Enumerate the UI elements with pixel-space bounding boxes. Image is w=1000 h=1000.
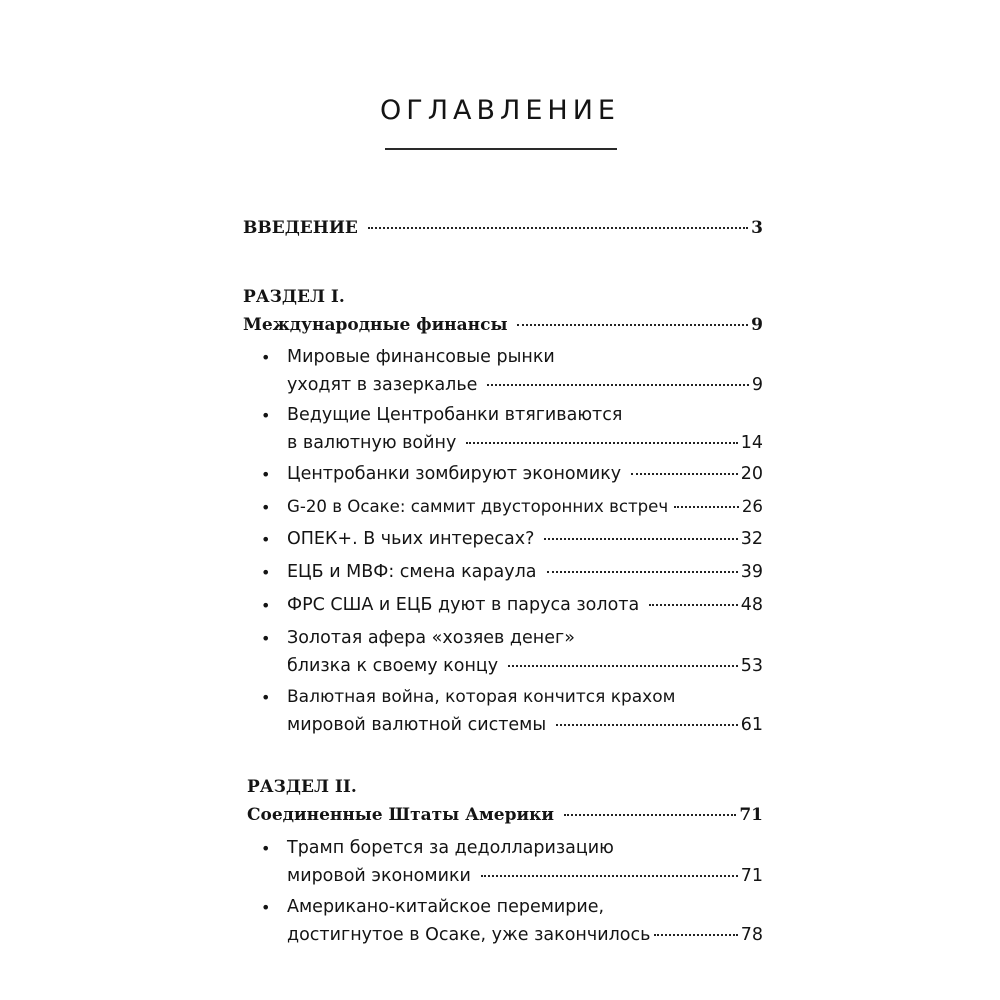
leader-dots (481, 874, 738, 877)
title-underline (385, 148, 617, 150)
section-page: 9 (751, 315, 763, 335)
entry-label: ЕЦБ и МВФ: смена караула (287, 562, 537, 582)
toc-title: ОГЛАВЛЕНИЕ (380, 95, 620, 126)
entry-label: в валютную войну (287, 433, 457, 453)
entry-page: 71 (740, 866, 763, 886)
leader-dots (564, 813, 736, 816)
leader-dots (544, 537, 737, 540)
entry-page: 78 (740, 925, 763, 945)
toc-entry-text[interactable]: Золотая афера «хозяев денег» (287, 628, 575, 648)
leader-dots (466, 441, 737, 444)
bullet-icon: • (261, 629, 271, 648)
entry-label: достигнутое в Осаке, уже закончилось (287, 925, 651, 945)
leader-dots (517, 323, 748, 326)
toc-entry-intro[interactable] (243, 218, 763, 238)
leader-dots (487, 383, 748, 386)
toc-entry-row[interactable] (287, 656, 763, 676)
toc-entry-text[interactable]: Трамп борется за дедолларизацию (287, 838, 614, 858)
bullet-icon: • (261, 563, 271, 582)
leader-dots (649, 603, 738, 606)
bullet-icon: • (261, 498, 271, 517)
toc-entry-text[interactable]: Американо-китайское перемирие, (287, 897, 605, 917)
toc-entry-row[interactable] (287, 375, 763, 395)
entry-page: 3 (751, 218, 763, 238)
leader-dots (547, 570, 738, 573)
entry-page: 48 (740, 595, 763, 615)
entry-label: мировой экономики (287, 866, 471, 886)
entry-label: мировой валютной системы (287, 715, 547, 735)
bullet-icon: • (261, 839, 271, 858)
bullet-icon: • (261, 688, 271, 707)
entry-page: 20 (740, 464, 763, 484)
toc-entry-row[interactable] (287, 715, 763, 735)
leader-dots (674, 505, 739, 508)
leader-dots (631, 472, 738, 475)
toc-entry-text[interactable]: Мировые финансовые рынки (287, 347, 555, 367)
entry-label: Центробанки зомбируют экономику (287, 464, 622, 484)
entry-page: 61 (740, 715, 763, 735)
bullet-icon: • (261, 596, 271, 615)
toc-entry-row[interactable] (287, 497, 763, 517)
toc-entry-row[interactable] (287, 529, 763, 549)
entry-label: ОПЕК+. В чьих интересах? (287, 529, 535, 549)
bullet-icon: • (261, 465, 271, 484)
entry-page: 9 (751, 375, 763, 395)
leader-dots (508, 664, 738, 667)
toc-entry-row[interactable] (287, 595, 763, 615)
section-page: 71 (739, 805, 763, 825)
leader-dots (368, 226, 748, 229)
section-1-title-row[interactable] (243, 315, 763, 335)
entry-page: 14 (740, 433, 763, 453)
entry-page: 26 (741, 497, 763, 516)
toc-entry-text[interactable]: Ведущие Центробанки втягиваются (287, 405, 623, 425)
leader-dots (556, 723, 738, 726)
entry-label: уходят в зазеркалье (287, 375, 478, 395)
section-2-heading: РАЗДЕЛ II. (247, 777, 357, 797)
entry-label: ВВЕДЕНИЕ (243, 218, 358, 238)
bullet-icon: • (261, 348, 271, 367)
toc-entry-row[interactable] (287, 433, 763, 453)
entry-label: близка к своему концу (287, 656, 499, 676)
section-title: Соединенные Штаты Америки (247, 805, 554, 825)
entry-page: 53 (740, 656, 763, 676)
bullet-icon: • (261, 406, 271, 425)
section-1-heading: РАЗДЕЛ I. (243, 287, 345, 307)
bullet-icon: • (261, 530, 271, 549)
entry-label: G-20 в Осаке: саммит двусторонних встреч (287, 497, 669, 516)
entry-page: 32 (740, 529, 763, 549)
bullet-icon: • (261, 898, 271, 917)
section-2-title-row[interactable] (247, 805, 763, 825)
toc-entry-row[interactable] (287, 866, 763, 886)
entry-page: 39 (740, 562, 763, 582)
toc-entry-row[interactable] (287, 562, 763, 582)
section-title: Международные финансы (243, 315, 508, 335)
toc-entry-row[interactable] (287, 925, 763, 945)
toc-entry-text[interactable]: Валютная война, которая кончится крахом (287, 687, 676, 707)
entry-label: ФРС США и ЕЦБ дуют в паруса золота (287, 595, 640, 615)
leader-dots (654, 933, 737, 936)
toc-entry-row[interactable] (287, 464, 763, 484)
